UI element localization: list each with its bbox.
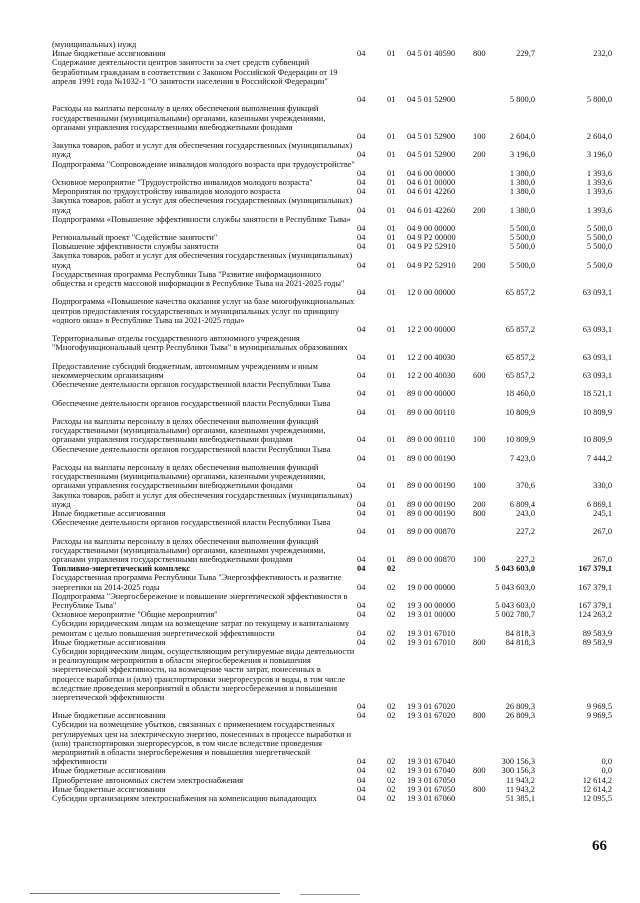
table-row bbox=[52, 380, 612, 398]
subsection-code: 02 bbox=[387, 564, 396, 574]
expense-type-code: 800 bbox=[473, 711, 486, 721]
section-code: 04 bbox=[357, 600, 366, 610]
subsection-code: 02 bbox=[387, 628, 396, 638]
amount-year-2: 1 393,6 bbox=[586, 187, 612, 197]
table-row bbox=[52, 104, 612, 141]
section-code: 04 bbox=[357, 637, 366, 647]
row-description: Мероприятия по трудоустройству инвалидов молодого возраста bbox=[52, 187, 281, 197]
subsection-code: 01 bbox=[387, 95, 396, 105]
section-code: 04 bbox=[357, 407, 366, 417]
expense-type-code: 800 bbox=[473, 784, 486, 794]
amount-year-2: 232,0 bbox=[593, 49, 612, 59]
row-description: Государственная программа Республики Тыва "Развитие информационного общества и средств массовой информации в Республике Тыва на 2021-2025 годы" bbox=[52, 269, 345, 289]
row-description: Содержание деятельности центров занятости за счет средств субвенций безработным гражданам в соответствии с Законом Российской Федерации от 19 апреля 1991 года №1032-1 "О занятости населения в Российской Федерации" bbox=[52, 58, 338, 86]
table-row bbox=[52, 619, 612, 637]
amount-year-1: 1 380,0 bbox=[509, 168, 535, 178]
subsection-code: 02 bbox=[387, 600, 396, 610]
subsection-code: 02 bbox=[387, 582, 396, 592]
row-description: Обеспечение деятельности органов государственной власти Республики Тыва bbox=[52, 380, 331, 390]
amount-year-2: 0,0 bbox=[601, 757, 612, 767]
row-description: Приобретение автономных систем электроснабжения bbox=[52, 775, 244, 785]
subsection-code: 01 bbox=[387, 131, 396, 141]
target-article-code: 89 0 00 00110 bbox=[407, 435, 455, 445]
amount-year-2: 12 614,2 bbox=[582, 784, 612, 794]
target-article-code: 04 9 00 00000 bbox=[407, 223, 456, 233]
row-description: Расходы на выплаты персоналу в целях обеспечения выполнения функций государственными (муниципальными) органами, казенными учреждениями, органами управления государственными внебюджетными фондами bbox=[52, 417, 326, 445]
amount-year-1: 26 809,3 bbox=[505, 702, 535, 712]
amount-year-1: 5 500,0 bbox=[509, 233, 535, 243]
section-code: 04 bbox=[357, 150, 366, 160]
section-code: 04 bbox=[357, 168, 366, 178]
amount-year-2: 10 809,9 bbox=[582, 435, 612, 445]
row-description: Предоставление субсидий бюджетным, автономным учреждениям и иным некоммерческим организациям bbox=[52, 361, 318, 381]
section-code: 04 bbox=[357, 784, 366, 794]
table-row bbox=[52, 270, 612, 298]
amount-year-1: 5 043 603,0 bbox=[495, 600, 535, 610]
table-row bbox=[52, 720, 612, 766]
amount-year-1: 65 857,2 bbox=[505, 352, 535, 362]
amount-year-1: 11 943,2 bbox=[505, 784, 535, 794]
row-description: Подпрограмма «Повышение качества оказания услуг на базе многофункциональных центров предоставления государственных и муниципальных услуг по принципу «одного окна» в Республике Тыва на 2021-2025 годы» bbox=[52, 297, 355, 325]
target-article-code: 04 5 01 52900 bbox=[407, 95, 456, 105]
amount-year-2: 1 393,6 bbox=[586, 177, 612, 187]
amount-year-1: 5 500,0 bbox=[509, 223, 535, 233]
target-article-code: 19 3 01 67050 bbox=[407, 784, 456, 794]
amount-year-1: 3 196,0 bbox=[509, 150, 535, 160]
row-description: Субсидии юридическим лицам, осуществляющим регулируемые виды деятельности и реализующим мероприятия в области энергосбережения и повышения энергетической эффективности, на возмещение части затрат, понесенных в процессе выработки и (или) транспортировки энергоресурсов и воды, в том числе вследствие проведения мероприятий в области энергосбережения и повышения энергетической эффективности bbox=[52, 646, 355, 702]
amount-year-2: 2 604,0 bbox=[586, 131, 612, 141]
amount-year-2: 5 500,0 bbox=[586, 223, 612, 233]
page-number: 66 bbox=[592, 838, 607, 854]
table-row bbox=[52, 49, 612, 58]
amount-year-1: 1 380,0 bbox=[509, 187, 535, 197]
target-article-code: 89 0 00 00110 bbox=[407, 407, 455, 417]
amount-year-2: 63 093,1 bbox=[582, 371, 612, 381]
expense-type-code: 200 bbox=[473, 150, 486, 160]
expense-type-code: 800 bbox=[473, 766, 486, 776]
expense-type-code: 800 bbox=[473, 49, 486, 59]
target-article-code: 04 9 P2 00000 bbox=[407, 233, 456, 243]
amount-year-2: 89 583,9 bbox=[582, 637, 612, 647]
subsection-code: 01 bbox=[387, 49, 396, 59]
amount-year-2: 167 379,1 bbox=[578, 564, 612, 574]
table-row bbox=[52, 711, 612, 720]
amount-year-1: 2 604,0 bbox=[509, 131, 535, 141]
expense-type-code: 800 bbox=[473, 508, 486, 518]
table-row bbox=[52, 766, 612, 775]
row-description: Расходы на выплаты персоналу в целях обеспечения выполнения функций государственными (муниципальными) органами, казенными учреждениями, органами управления государственными внебюджетными фондами bbox=[52, 463, 326, 491]
scan-artifact-line bbox=[30, 893, 280, 894]
target-article-code: 19 3 01 67060 bbox=[407, 794, 456, 804]
amount-year-2: 5 500,0 bbox=[586, 260, 612, 270]
section-code: 04 bbox=[357, 389, 366, 399]
subsection-code: 01 bbox=[387, 233, 396, 243]
subsection-code: 02 bbox=[387, 784, 396, 794]
section-code: 04 bbox=[357, 757, 366, 767]
subsection-code: 01 bbox=[387, 527, 396, 537]
subsection-code: 01 bbox=[387, 453, 396, 463]
target-article-code: 04 6 01 42260 bbox=[407, 205, 456, 215]
row-description: (муниципальных) нужд bbox=[52, 40, 137, 49]
target-article-code: 89 0 00 00190 bbox=[407, 499, 456, 509]
amount-year-2: 5 500,0 bbox=[586, 242, 612, 252]
row-description: Территориальные отделы государственного автономного учреждения "Многофункциональный центр Республики Тыва" в муниципальных образованиях bbox=[52, 334, 348, 353]
amount-year-1: 1 380,0 bbox=[509, 177, 535, 187]
table-row bbox=[52, 196, 612, 214]
target-article-code: 19 3 01 67040 bbox=[407, 757, 456, 767]
subsection-code: 02 bbox=[387, 775, 396, 785]
row-description: Иные бюджетные ассигнования bbox=[52, 49, 166, 59]
subsection-code: 01 bbox=[387, 371, 396, 381]
table-row bbox=[52, 215, 612, 233]
target-article-code: 89 0 00 00870 bbox=[407, 527, 456, 537]
table-row bbox=[52, 178, 612, 187]
subsection-code: 01 bbox=[387, 223, 396, 233]
row-description: Иные бюджетные ассигнования bbox=[52, 509, 166, 518]
amount-year-1: 6 809,4 bbox=[509, 499, 535, 509]
target-article-code: 19 3 01 67020 bbox=[407, 702, 456, 712]
amount-year-2: 124 263,2 bbox=[578, 610, 612, 620]
target-article-code: 04 5 01 40590 bbox=[407, 49, 456, 59]
target-article-code: 19 3 01 67010 bbox=[407, 628, 456, 638]
section-code: 04 bbox=[357, 242, 366, 252]
subsection-code: 01 bbox=[387, 481, 396, 491]
row-description: Обеспечение деятельности органов государственной власти Республики Тыва bbox=[52, 444, 331, 454]
table-row bbox=[52, 564, 612, 573]
amount-year-1: 10 809,9 bbox=[505, 407, 535, 417]
amount-year-1: 65 857,2 bbox=[505, 288, 535, 298]
section-code: 04 bbox=[357, 508, 366, 518]
budget-table bbox=[52, 40, 612, 803]
row-description: Топливно-энергетический комплекс bbox=[52, 564, 191, 574]
expense-type-code: 800 bbox=[473, 637, 486, 647]
amount-year-1: 300 156,3 bbox=[501, 757, 535, 767]
expense-type-code: 100 bbox=[473, 481, 486, 491]
subsection-code: 02 bbox=[387, 766, 396, 776]
target-article-code: 89 0 00 00190 bbox=[407, 453, 456, 463]
amount-year-1: 10 809,9 bbox=[505, 435, 535, 445]
amount-year-1: 18 460,0 bbox=[505, 389, 535, 399]
table-row bbox=[52, 776, 612, 785]
subsection-code: 01 bbox=[387, 407, 396, 417]
section-code: 04 bbox=[357, 223, 366, 233]
subsection-code: 01 bbox=[387, 288, 396, 298]
section-code: 04 bbox=[357, 325, 366, 335]
amount-year-2: 167 379,1 bbox=[578, 600, 612, 610]
amount-year-1: 5 002 780,7 bbox=[495, 610, 535, 620]
row-description: Государственная программа Республики Тыва "Энергоэффективность и развитие энергетики на 2014-2025 годы bbox=[52, 573, 342, 592]
amount-year-2: 9 969,5 bbox=[586, 702, 612, 712]
table-row bbox=[52, 610, 612, 619]
section-code: 04 bbox=[357, 260, 366, 270]
amount-year-2: 330,0 bbox=[593, 481, 612, 491]
amount-year-2: 3 196,0 bbox=[586, 150, 612, 160]
amount-year-1: 84 818,3 bbox=[505, 637, 535, 647]
section-code: 04 bbox=[357, 775, 366, 785]
table-row bbox=[52, 463, 612, 491]
table-row bbox=[52, 638, 612, 647]
target-article-code: 04 9 P2 52910 bbox=[407, 242, 456, 252]
subsection-code: 01 bbox=[387, 205, 396, 215]
subsection-code: 01 bbox=[387, 187, 396, 197]
amount-year-2: 267,0 bbox=[593, 527, 612, 537]
table-row bbox=[52, 785, 612, 794]
subsection-code: 01 bbox=[387, 150, 396, 160]
amount-year-2: 1 393,6 bbox=[586, 168, 612, 178]
table-row bbox=[52, 141, 612, 159]
subsection-code: 01 bbox=[387, 435, 396, 445]
target-article-code: 12 2 00 40030 bbox=[407, 352, 456, 362]
subsection-code: 01 bbox=[387, 499, 396, 509]
section-code: 04 bbox=[357, 628, 366, 638]
amount-year-2: 5 800,0 bbox=[586, 95, 612, 105]
row-description: Закупка товаров, работ и услуг для обеспечения государственных (муниципальных) нужд bbox=[52, 196, 353, 215]
subsection-code: 01 bbox=[387, 389, 396, 399]
section-code: 04 bbox=[357, 711, 366, 721]
table-row bbox=[52, 573, 612, 591]
amount-year-2: 1 393,6 bbox=[586, 205, 612, 215]
table-row bbox=[52, 445, 612, 463]
amount-year-2: 63 093,1 bbox=[582, 352, 612, 362]
row-description: Расходы на выплаты персоналу в целях обеспечения выполнения функций государственными (муниципальными) органами, казенными учреждениями, органами управления государственными внебюджетными фондами bbox=[52, 536, 326, 564]
section-code: 04 bbox=[357, 527, 366, 537]
section-code: 04 bbox=[357, 187, 366, 197]
section-code: 04 bbox=[357, 352, 366, 362]
table-row bbox=[52, 297, 612, 334]
table-row bbox=[52, 509, 612, 518]
amount-year-1: 7 423,0 bbox=[509, 453, 535, 463]
expense-type-code: 200 bbox=[473, 499, 486, 509]
table-row bbox=[52, 362, 612, 380]
amount-year-2: 6 869,1 bbox=[586, 499, 612, 509]
row-description: Закупка товаров, работ и услуг для обеспечения государственных (муниципальных) нужд bbox=[52, 141, 353, 160]
amount-year-2: 245,1 bbox=[593, 508, 612, 518]
table-row bbox=[52, 334, 612, 362]
section-code: 04 bbox=[357, 794, 366, 804]
row-description: Повышение эффективности службы занятости bbox=[52, 242, 219, 252]
section-code: 04 bbox=[357, 702, 366, 712]
amount-year-1: 65 857,2 bbox=[505, 325, 535, 335]
table-row bbox=[52, 187, 612, 196]
row-description: Подпрограмма "Энергосбережение и повышение энергетической эффективности в Республике Тыва" bbox=[52, 591, 348, 610]
table-row bbox=[52, 399, 612, 417]
amount-year-1: 65 857,2 bbox=[505, 371, 535, 381]
amount-year-1: 229,7 bbox=[516, 49, 535, 59]
amount-year-1: 227,2 bbox=[516, 554, 535, 564]
table-row bbox=[52, 233, 612, 242]
target-article-code: 12 2 00 40030 bbox=[407, 371, 456, 381]
row-description: Закупка товаров, работ и услуг для обеспечения государственных (муниципальных) нужд bbox=[52, 251, 353, 270]
target-article-code: 04 6 00 00000 bbox=[407, 168, 456, 178]
row-description: Субсидии юридическим лицам на возмещение затрат по текущему и капитальному ремонтам с целью повышения энергетической эффективности bbox=[52, 619, 350, 638]
row-description: Иные бюджетные ассигнования bbox=[52, 711, 166, 721]
amount-year-1: 5 043 603,0 bbox=[495, 582, 535, 592]
amount-year-1: 243,0 bbox=[516, 508, 535, 518]
section-code: 04 bbox=[357, 610, 366, 620]
table-row bbox=[52, 537, 612, 565]
amount-year-1: 84 818,3 bbox=[505, 628, 535, 638]
subsection-code: 02 bbox=[387, 711, 396, 721]
amount-year-2: 5 500,0 bbox=[586, 233, 612, 243]
target-article-code: 19 0 00 00000 bbox=[407, 582, 456, 592]
table-row bbox=[52, 251, 612, 269]
row-description: Закупка товаров, работ и услуг для обеспечения государственных (муниципальных) нужд bbox=[52, 490, 353, 509]
section-code: 04 bbox=[357, 205, 366, 215]
target-article-code: 19 3 01 67050 bbox=[407, 775, 456, 785]
expense-type-code: 100 bbox=[473, 554, 486, 564]
amount-year-1: 5 043 603,0 bbox=[495, 564, 535, 574]
table-row bbox=[52, 160, 612, 178]
subsection-code: 01 bbox=[387, 242, 396, 252]
target-article-code: 04 6 01 42260 bbox=[407, 187, 456, 197]
target-article-code: 12 0 00 00000 bbox=[407, 288, 456, 298]
amount-year-2: 63 093,1 bbox=[582, 288, 612, 298]
amount-year-2: 89 583,9 bbox=[582, 628, 612, 638]
section-code: 04 bbox=[357, 49, 366, 59]
amount-year-2: 18 521,1 bbox=[582, 389, 612, 399]
section-code: 04 bbox=[357, 233, 366, 243]
amount-year-2: 267,0 bbox=[593, 554, 612, 564]
subsection-code: 02 bbox=[387, 637, 396, 647]
target-article-code: 19 3 01 67020 bbox=[407, 711, 456, 721]
scan-artifact-line bbox=[300, 894, 360, 895]
target-article-code: 19 3 00 00000 bbox=[407, 600, 456, 610]
table-row bbox=[52, 647, 612, 711]
amount-year-1: 370,6 bbox=[516, 481, 535, 491]
section-code: 04 bbox=[357, 554, 366, 564]
row-description: Подпрограмма "Сопровождение инвалидов молодого возраста при трудоустройстве" bbox=[52, 159, 355, 169]
target-article-code: 04 5 01 52900 bbox=[407, 131, 456, 141]
subsection-code: 01 bbox=[387, 177, 396, 187]
amount-year-2: 10 809,9 bbox=[582, 407, 612, 417]
amount-year-2: 12 095,5 bbox=[582, 794, 612, 804]
amount-year-1: 300 156,3 bbox=[501, 766, 535, 776]
amount-year-2: 12 614,2 bbox=[582, 775, 612, 785]
target-article-code: 89 0 00 00190 bbox=[407, 481, 456, 491]
subsection-code: 01 bbox=[387, 508, 396, 518]
subsection-code: 02 bbox=[387, 757, 396, 767]
section-code: 04 bbox=[357, 95, 366, 105]
section-code: 04 bbox=[357, 453, 366, 463]
table-row bbox=[52, 40, 612, 49]
subsection-code: 02 bbox=[387, 794, 396, 804]
amount-year-2: 63 093,1 bbox=[582, 325, 612, 335]
table-row bbox=[52, 58, 612, 104]
section-code: 04 bbox=[357, 564, 366, 574]
section-code: 04 bbox=[357, 766, 366, 776]
target-article-code: 04 9 P2 52910 bbox=[407, 260, 456, 270]
section-code: 04 bbox=[357, 371, 366, 381]
expense-type-code: 600 bbox=[473, 371, 486, 381]
row-description: Иные бюджетные ассигнования bbox=[52, 784, 166, 794]
expense-type-code: 100 bbox=[473, 131, 486, 141]
section-code: 04 bbox=[357, 582, 366, 592]
section-code: 04 bbox=[357, 177, 366, 187]
target-article-code: 12 2 00 00000 bbox=[407, 325, 456, 335]
target-article-code: 19 3 01 67010 bbox=[407, 637, 456, 647]
expense-type-code: 100 bbox=[473, 435, 486, 445]
target-article-code: 89 0 00 00870 bbox=[407, 554, 456, 564]
amount-year-1: 5 800,0 bbox=[509, 95, 535, 105]
row-description: Расходы на выплаты персоналу в целях обеспечения выполнения функций государственными (муниципальными) органами, казенными учреждениями, органами управления государственными внебюджетными фондами bbox=[52, 104, 326, 132]
subsection-code: 01 bbox=[387, 260, 396, 270]
row-description: Основное мероприятие "Общие мероприятия" bbox=[52, 610, 218, 620]
target-article-code: 04 6 01 00000 bbox=[407, 177, 456, 187]
section-code: 04 bbox=[357, 435, 366, 445]
section-code: 04 bbox=[357, 131, 366, 141]
subsection-code: 01 bbox=[387, 554, 396, 564]
section-code: 04 bbox=[357, 288, 366, 298]
row-description: Региональный проект "Содействие занятости" bbox=[52, 233, 218, 243]
target-article-code: 19 3 01 00000 bbox=[407, 610, 456, 620]
amount-year-1: 11 943,2 bbox=[505, 775, 535, 785]
row-description: Обеспечение деятельности органов государственной власти Республики Тыва bbox=[52, 518, 331, 528]
row-description: Подпрограмма «Повышение эффективности службы занятости в Республике Тыва» bbox=[52, 214, 351, 224]
table-row bbox=[52, 417, 612, 445]
table-row bbox=[52, 518, 612, 536]
section-code: 04 bbox=[357, 499, 366, 509]
amount-year-1: 5 500,0 bbox=[509, 260, 535, 270]
amount-year-2: 0,0 bbox=[601, 766, 612, 776]
amount-year-2: 9 969,5 bbox=[586, 711, 612, 721]
subsection-code: 02 bbox=[387, 610, 396, 620]
amount-year-2: 167 379,1 bbox=[578, 582, 612, 592]
amount-year-1: 26 809,3 bbox=[505, 711, 535, 721]
target-article-code: 19 3 01 67040 bbox=[407, 766, 456, 776]
amount-year-1: 5 500,0 bbox=[509, 242, 535, 252]
expense-type-code: 200 bbox=[473, 260, 486, 270]
subsection-code: 02 bbox=[387, 702, 396, 712]
section-code: 04 bbox=[357, 481, 366, 491]
expense-type-code: 200 bbox=[473, 205, 486, 215]
table-row bbox=[52, 592, 612, 610]
target-article-code: 04 5 01 52900 bbox=[407, 150, 456, 160]
row-description: Субсидии организациям электроснабжения на компенсацию выпадающих bbox=[52, 794, 317, 804]
row-description: Иные бюджетные ассигнования bbox=[52, 637, 166, 647]
row-description: Обеспечение деятельности органов государственной власти Республики Тыва bbox=[52, 398, 331, 408]
amount-year-1: 1 380,0 bbox=[509, 205, 535, 215]
target-article-code: 89 0 00 00190 bbox=[407, 508, 456, 518]
amount-year-2: 7 444,2 bbox=[586, 453, 612, 463]
target-article-code: 89 0 00 00000 bbox=[407, 389, 456, 399]
table-row bbox=[52, 242, 612, 251]
amount-year-1: 227,2 bbox=[516, 527, 535, 537]
row-description: Субсидии на возмещение убытков, связанных с применением государственных регулируемых цен на электрическую энергию, понесенных в процессе выработки и (или) транспортировки энергоресурсов, в том числе вследствие проведения мероприятий в области энергосбережения и повышения энергетической эффективности bbox=[52, 720, 352, 767]
subsection-code: 01 bbox=[387, 168, 396, 178]
amount-year-1: 51 385,1 bbox=[505, 794, 535, 804]
row-description: Основное мероприятие "Трудоустройство инвалидов молодого возраста" bbox=[52, 177, 313, 187]
subsection-code: 01 bbox=[387, 325, 396, 335]
table-row bbox=[52, 491, 612, 509]
table-row bbox=[52, 794, 612, 803]
subsection-code: 01 bbox=[387, 352, 396, 362]
row-description: Иные бюджетные ассигнования bbox=[52, 766, 166, 776]
